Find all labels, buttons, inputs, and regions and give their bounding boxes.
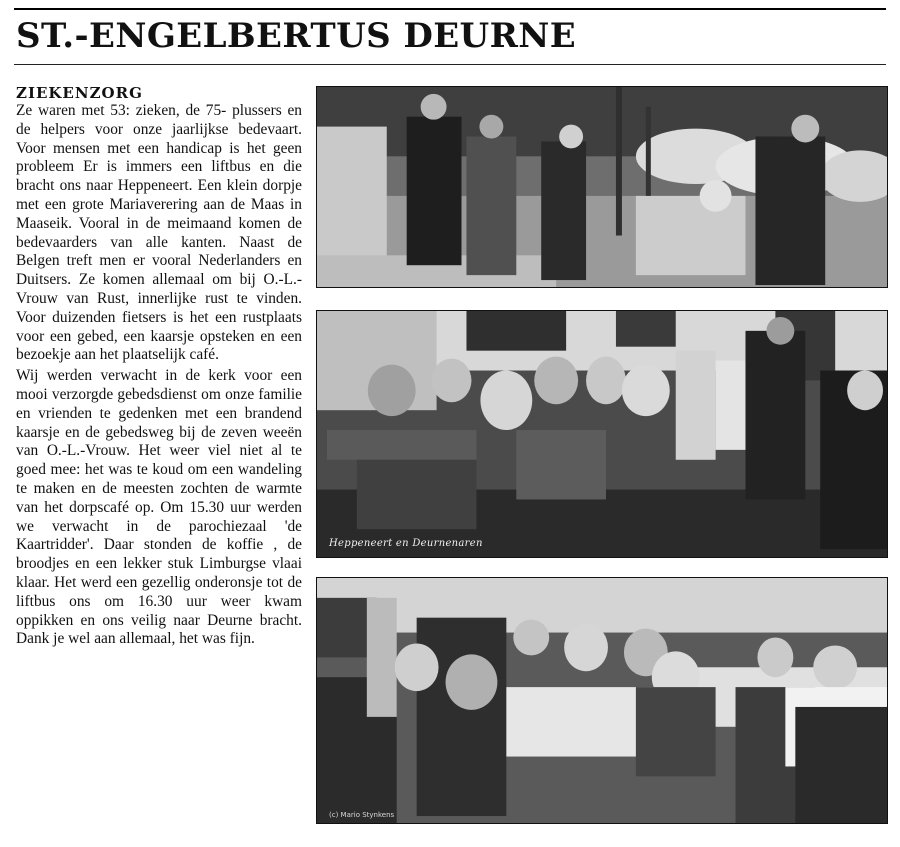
article-heading: ZIEKENZORG [16, 84, 143, 102]
photo-hall-image [317, 578, 887, 823]
photo-church-image [317, 311, 887, 557]
photo-church-interior [316, 310, 888, 558]
photo-outdoor-group [316, 86, 888, 288]
article-paragraph-1: Ze waren met 53: zieken, de 75- plussers en de helpers voor onze jaarlijkse bedevaart. Voor mensen met een handicap is het geen probleem Er is immers een liftbus en die bracht ons naar Heppeneert. Een klein dorpje met een grote Mariaverering aan de Maas in Maaseik. Vooral in de meimaand komen de bedevaarders van alle kanten. Naast de Belgen treft men er vooral Nederlanders en Duitsers. Ze komen allemaal om bij O.-L.-Vrouw van Rust, innerlijke rust te vinden. Voor duizenden fietsers is het een rustplaats voor een gebed, een kaarsje opsteken en een bezoekje aan het plaatselijk café. [16, 102, 302, 364]
article-paragraph-2: Wij werden verwacht in de kerk voor een mooi verzorgde gebedsdienst om onze familie en vrienden te gedenken met een brandend kaarsje en de gebedsweg bij de zeven weeën van O.-L.-Vrouw. Het weer viel niet al te goed mee: het was te koud om een wandeling te maken en de meesten zochten de warmte van het dorpscafé op. Om 15.30 uur werden we verwacht in de parochiezaal 'de Kaartridder'. Daar stonden de koffie , de broodjes en een lekker stuk Limburgse vlaai klaar. Het werd een gezellig onderonsje tot de liftbus ons om 16.30 uur weer kwam oppikken en ons veilig naar Deurne bracht. Dank je wel aan allemaal, het was fijn. [16, 367, 302, 648]
article-column [16, 84, 302, 649]
photo-parish-hall [316, 577, 888, 824]
top-rule [14, 8, 886, 10]
title-rule [14, 64, 886, 65]
photo-credit: (c) Mario Stynkens [329, 811, 395, 819]
page-title: ST.-ENGELBERTUS DEURNE [16, 16, 577, 56]
photo-outdoor-image [317, 87, 887, 287]
photo-caption: Heppeneert en Deurnenaren [329, 538, 483, 549]
